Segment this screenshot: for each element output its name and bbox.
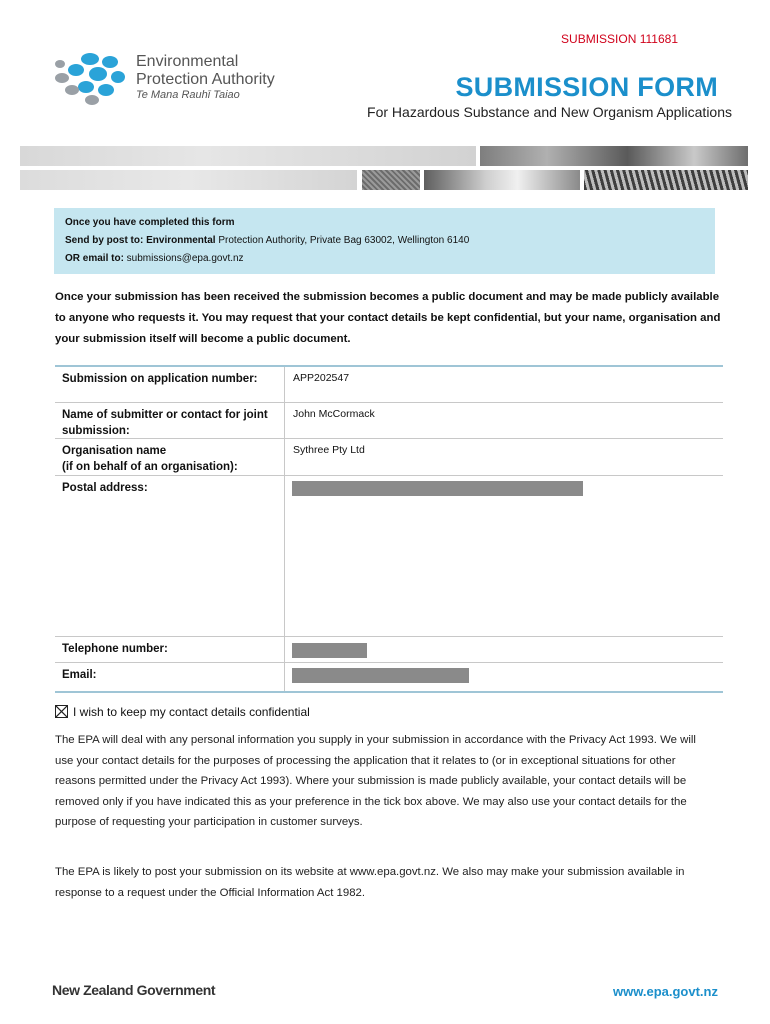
email-label: Email:	[62, 669, 97, 681]
email-instr-label: OR email to:	[65, 253, 124, 264]
footer-website-link[interactable]: www.epa.govt.nz	[613, 984, 718, 999]
postal-address-label: Postal address:	[62, 482, 148, 494]
header-band-top-grey	[20, 146, 476, 166]
page-subtitle: For Hazardous Substance and New Organism Applications	[367, 104, 732, 120]
privacy-paragraph: The EPA will deal with any personal information you supply in your submission in accordance with the Privacy Act 1993. We will use your contact details for the purposes of processing the application that it relates to (or in exceptional situations for other reasons permitted under the Privacy Act 1993). Where your submission is made publicly available, your contact details will be removed only if you have indicated this as your preference in the tick box above. We may also use your contact details for the purpose of requesting your participation in customer surveys.	[55, 734, 696, 829]
header-band-bottom-grey	[20, 170, 357, 190]
header-band-bottom-photo1	[362, 170, 420, 190]
post-label: Send by post to: Environmental	[65, 235, 216, 246]
email-address: submissions@epa.govt.nz	[123, 253, 244, 264]
table-row-telephone	[55, 637, 723, 663]
confidential-label: I wish to keep my contact details confidential	[73, 705, 310, 719]
table-row-postal	[55, 476, 723, 637]
header-band-bottom-photo2	[424, 170, 580, 190]
post-instructions	[65, 235, 469, 246]
organisation-value[interactable]: Sythree Pty Ltd	[293, 444, 365, 456]
email-redacted[interactable]	[292, 668, 469, 683]
epa-logo	[52, 50, 302, 106]
nz-government-logo: New Zealand Government	[52, 982, 216, 998]
organisation-label	[62, 443, 238, 475]
submission-instructions-box	[54, 208, 715, 274]
telephone-label: Telephone number:	[62, 643, 168, 655]
table-row-email	[55, 663, 723, 689]
logo-org-name-line1: Environmental	[136, 53, 239, 70]
email-instructions	[65, 253, 244, 264]
submitter-name-value[interactable]: John McCormack	[293, 408, 375, 420]
application-number-label: Submission on application number:	[62, 373, 258, 385]
public-document-notice: Once your submission has been received the submission becomes a public document and may be made publicly available to anyone who requests it. You may request that your contact details be kept confidential, but your name, organisation and your submission itself will become a public document.	[55, 291, 721, 345]
organisation-label-line2: (if on behalf of an organisation):	[62, 461, 238, 473]
submitter-details-table	[55, 365, 723, 693]
submitter-name-label: Name of submitter or contact for joint submission:	[62, 409, 268, 437]
publication-paragraph: The EPA is likely to post your submission on its website at www.epa.govt.nz. We also may make your submission available in response to a request under the Official Information Act 1982.	[55, 866, 685, 899]
page-title: SUBMISSION FORM	[455, 72, 718, 102]
confidential-checkbox[interactable]	[55, 705, 68, 718]
instructions-heading: Once you have completed this form	[65, 217, 235, 228]
checkbox-cross-icon	[56, 706, 67, 717]
postal-address-redacted[interactable]	[292, 481, 583, 496]
logo-org-name-line2: Protection Authority	[136, 71, 275, 88]
confidential-checkbox-row[interactable]	[55, 705, 310, 719]
table-row-organisation	[55, 439, 723, 476]
table-row-submitter	[55, 403, 723, 439]
organisation-label-line1: Organisation name	[62, 445, 167, 457]
epa-logo-icon	[52, 50, 132, 106]
post-address: Protection Authority, Private Bag 63002, Wellington 6140	[215, 235, 470, 246]
table-row-application	[55, 367, 723, 403]
telephone-redacted[interactable]	[292, 643, 367, 658]
submission-id: SUBMISSION 111681	[561, 32, 678, 46]
application-number-value[interactable]: APP202547	[293, 372, 350, 384]
header-band-bottom-photo3	[584, 170, 748, 190]
header-band-top-photo	[480, 146, 748, 166]
logo-org-maori: Te Mana Rauhī Taiao	[136, 89, 240, 101]
